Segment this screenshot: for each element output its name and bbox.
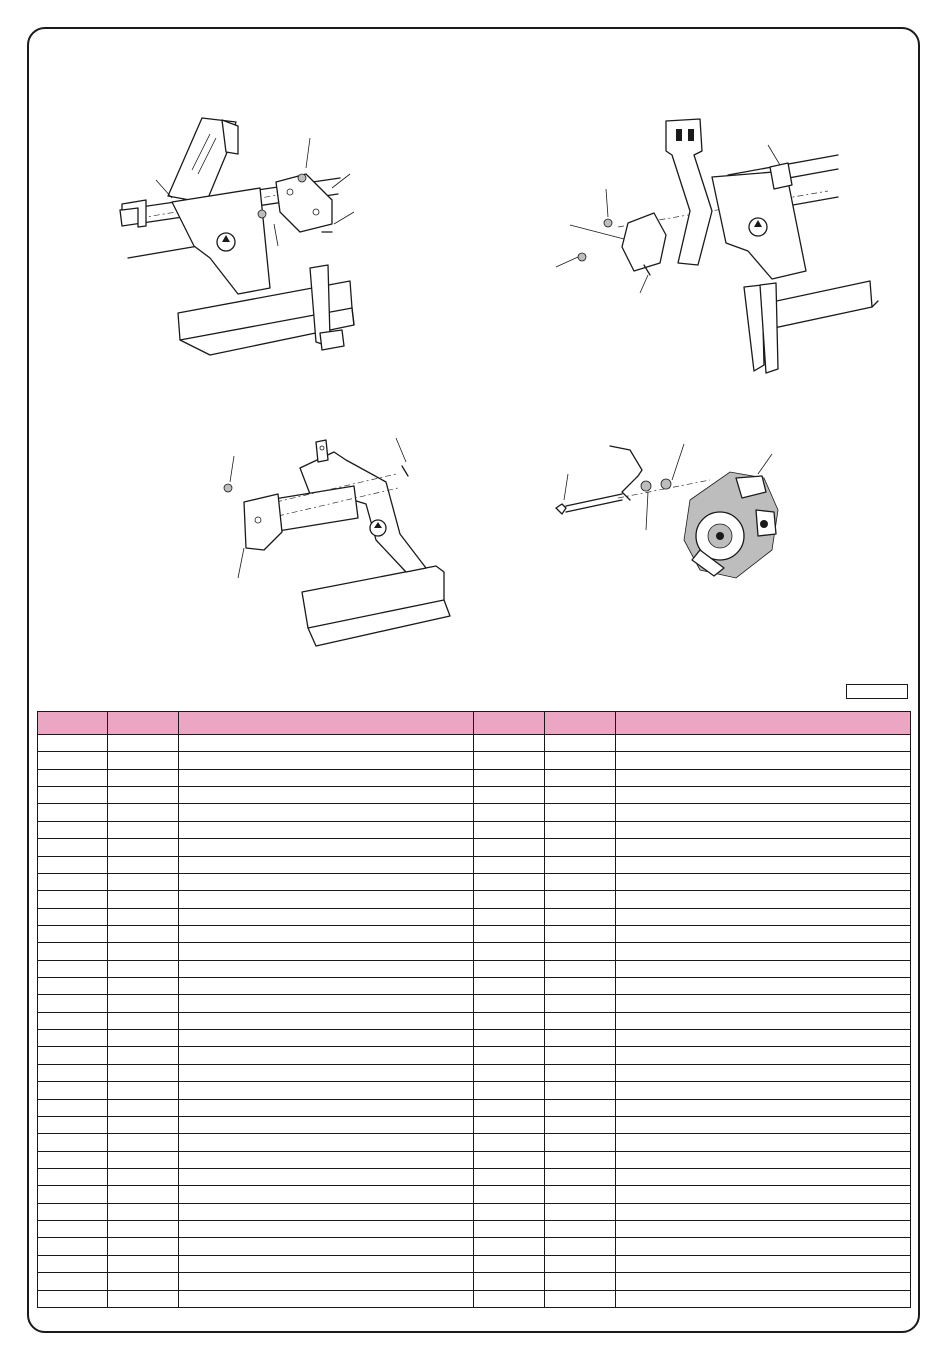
- table-cell: [616, 1116, 911, 1133]
- table-cell: [545, 856, 616, 873]
- table-cell: [38, 1255, 108, 1272]
- table-cell: [108, 856, 179, 873]
- table-cell: [474, 908, 545, 925]
- table-cell: [179, 1116, 474, 1133]
- table-cell: [545, 960, 616, 977]
- table-cell: [474, 1203, 545, 1220]
- table-cell: [38, 873, 108, 890]
- header-cell: [38, 712, 108, 735]
- table-cell: [474, 943, 545, 960]
- table-cell: [179, 1290, 474, 1308]
- table-cell: [474, 925, 545, 942]
- table-cell: [616, 960, 911, 977]
- table-cell: [108, 978, 179, 995]
- table-cell: [545, 1151, 616, 1168]
- table-cell: [179, 856, 474, 873]
- table-cell: [545, 1168, 616, 1185]
- table-cell: [545, 1082, 616, 1099]
- table-cell: [616, 1221, 911, 1238]
- table-cell: [38, 1290, 108, 1308]
- table-cell: [474, 787, 545, 804]
- table-cell: [108, 839, 179, 856]
- table-cell: [545, 873, 616, 890]
- table-row: [38, 943, 911, 960]
- table-row: [38, 1168, 911, 1185]
- table-cell: [38, 978, 108, 995]
- parts-table: [37, 711, 911, 1308]
- table-cell: [38, 1151, 108, 1168]
- table-cell: [179, 1151, 474, 1168]
- table-cell: [616, 943, 911, 960]
- table-cell: [474, 1290, 545, 1308]
- table-row: [38, 1186, 911, 1203]
- table-cell: [545, 769, 616, 786]
- table-cell: [179, 1099, 474, 1116]
- table-cell: [179, 1203, 474, 1220]
- table-cell: [108, 925, 179, 942]
- table-row: [38, 1099, 911, 1116]
- table-cell: [545, 1012, 616, 1029]
- table-cell: [38, 1012, 108, 1029]
- table-cell: [616, 908, 911, 925]
- table-cell: [108, 1238, 179, 1255]
- table-cell: [474, 1255, 545, 1272]
- table-cell: [616, 1151, 911, 1168]
- table-row: [38, 769, 911, 786]
- table-cell: [38, 1134, 108, 1151]
- table-row: [38, 891, 911, 908]
- table-cell: [38, 1221, 108, 1238]
- table-row: [38, 839, 911, 856]
- table-cell: [38, 1238, 108, 1255]
- table-cell: [545, 1186, 616, 1203]
- table-cell: [474, 1030, 545, 1047]
- table-cell: [179, 752, 474, 769]
- table-cell: [179, 804, 474, 821]
- table-cell: [474, 1099, 545, 1116]
- table-cell: [616, 1082, 911, 1099]
- table-cell: [179, 1186, 474, 1203]
- table-cell: [108, 769, 179, 786]
- table-cell: [545, 1099, 616, 1116]
- table-cell: [616, 1273, 911, 1290]
- table-cell: [108, 1064, 179, 1081]
- table-cell: [179, 995, 474, 1012]
- table-cell: [545, 1238, 616, 1255]
- table-cell: [616, 1238, 911, 1255]
- table-cell: [108, 891, 179, 908]
- header-cell: [474, 712, 545, 735]
- table-cell: [616, 1255, 911, 1272]
- table-cell: [474, 821, 545, 838]
- table-cell: [108, 960, 179, 977]
- table-cell: [616, 891, 911, 908]
- table-cell: [616, 1168, 911, 1185]
- table-cell: [474, 839, 545, 856]
- table-cell: [108, 1116, 179, 1133]
- table-cell: [108, 1134, 179, 1151]
- table-cell: [179, 769, 474, 786]
- table-cell: [474, 735, 545, 752]
- table-cell: [474, 752, 545, 769]
- table-cell: [108, 1221, 179, 1238]
- table-cell: [38, 1047, 108, 1064]
- table-row: [38, 856, 911, 873]
- table-cell: [474, 804, 545, 821]
- table-cell: [616, 735, 911, 752]
- table-header-row: [38, 712, 911, 735]
- table-cell: [108, 1151, 179, 1168]
- table-cell: [474, 891, 545, 908]
- table-cell: [616, 1134, 911, 1151]
- table-cell: [616, 1099, 911, 1116]
- table-cell: [38, 752, 108, 769]
- table-cell: [38, 821, 108, 838]
- table-cell: [108, 908, 179, 925]
- table-cell: [108, 752, 179, 769]
- table-cell: [38, 1082, 108, 1099]
- table-row: [38, 1134, 911, 1151]
- table-cell: [179, 1168, 474, 1185]
- diagram-bottom-right-motor: [550, 440, 800, 590]
- table-cell: [179, 1273, 474, 1290]
- table-cell: [108, 1168, 179, 1185]
- table-cell: [474, 1012, 545, 1029]
- table-cell: [474, 1116, 545, 1133]
- table-row: [38, 960, 911, 977]
- table-cell: [108, 787, 179, 804]
- table-cell: [545, 735, 616, 752]
- table-row: [38, 821, 911, 838]
- table-cell: [38, 787, 108, 804]
- table-row: [38, 995, 911, 1012]
- table-cell: [474, 978, 545, 995]
- table-cell: [616, 925, 911, 942]
- table-row: [38, 735, 911, 752]
- table-cell: [616, 1203, 911, 1220]
- table-cell: [38, 1064, 108, 1081]
- table-cell: [616, 804, 911, 821]
- table-cell: [616, 1186, 911, 1203]
- table-cell: [38, 925, 108, 942]
- table-cell: [616, 787, 911, 804]
- table-row: [38, 1116, 911, 1133]
- table-row: [38, 1064, 911, 1081]
- table-cell: [108, 804, 179, 821]
- table-cell: [108, 1273, 179, 1290]
- table-cell: [616, 1047, 911, 1064]
- table-cell: [179, 1064, 474, 1081]
- table-cell: [38, 960, 108, 977]
- table-cell: [108, 873, 179, 890]
- table-cell: [545, 1064, 616, 1081]
- table-cell: [38, 1186, 108, 1203]
- table-cell: [474, 1064, 545, 1081]
- table-cell: [545, 925, 616, 942]
- table-cell: [545, 1203, 616, 1220]
- table-row: [38, 787, 911, 804]
- diagram-top-left-bracket: [110, 108, 370, 363]
- table-cell: [474, 1168, 545, 1185]
- table-cell: [179, 978, 474, 995]
- table-cell: [179, 1238, 474, 1255]
- table-cell: [616, 839, 911, 856]
- diagram-top-right-bracket: [548, 115, 888, 380]
- table-cell: [38, 995, 108, 1012]
- table-cell: [38, 891, 108, 908]
- table-cell: [38, 1030, 108, 1047]
- table-cell: [38, 735, 108, 752]
- table-cell: [108, 735, 179, 752]
- table-row: [38, 925, 911, 942]
- table-cell: [38, 943, 108, 960]
- table-row: [38, 873, 911, 890]
- table-row: [38, 978, 911, 995]
- table-cell: [108, 1047, 179, 1064]
- table-row: [38, 1203, 911, 1220]
- table-cell: [179, 821, 474, 838]
- table-cell: [38, 1273, 108, 1290]
- table-cell: [616, 1064, 911, 1081]
- table-cell: [38, 908, 108, 925]
- table-cell: [474, 1082, 545, 1099]
- table-row: [38, 752, 911, 769]
- table-cell: [616, 1290, 911, 1308]
- table-cell: [108, 1290, 179, 1308]
- table-cell: [38, 804, 108, 821]
- table-cell: [108, 1012, 179, 1029]
- table-cell: [474, 1151, 545, 1168]
- table-cell: [474, 769, 545, 786]
- table-row: [38, 908, 911, 925]
- table-cell: [179, 908, 474, 925]
- table-cell: [179, 1221, 474, 1238]
- table-cell: [38, 856, 108, 873]
- table-cell: [545, 752, 616, 769]
- table-cell: [38, 769, 108, 786]
- table-cell: [179, 960, 474, 977]
- table-cell: [38, 1203, 108, 1220]
- table-cell: [545, 1030, 616, 1047]
- table-row: [38, 1012, 911, 1029]
- table-cell: [474, 1273, 545, 1290]
- table-cell: [108, 1030, 179, 1047]
- table-cell: [545, 995, 616, 1012]
- table-cell: [474, 1186, 545, 1203]
- table-cell: [545, 1255, 616, 1272]
- table-cell: [38, 1099, 108, 1116]
- table-cell: [179, 1047, 474, 1064]
- table-cell: [474, 960, 545, 977]
- table-cell: [545, 943, 616, 960]
- table-row: [38, 1255, 911, 1272]
- table-cell: [108, 943, 179, 960]
- table-cell: [616, 769, 911, 786]
- table-cell: [545, 1290, 616, 1308]
- table-cell: [38, 1116, 108, 1133]
- table-cell: [474, 1238, 545, 1255]
- table-cell: [616, 978, 911, 995]
- table-cell: [108, 995, 179, 1012]
- table-cell: [616, 752, 911, 769]
- table-cell: [179, 839, 474, 856]
- table-row: [38, 1047, 911, 1064]
- table-cell: [179, 1030, 474, 1047]
- table-cell: [545, 839, 616, 856]
- gearbox-motor-icon: [684, 454, 778, 578]
- table-cell: [545, 804, 616, 821]
- table-cell: [616, 856, 911, 873]
- table-cell: [108, 821, 179, 838]
- table-row: [38, 804, 911, 821]
- table-cell: [545, 908, 616, 925]
- table-cell: [545, 978, 616, 995]
- diagram-bottom-left-assembly: [216, 432, 466, 652]
- table-cell: [616, 1012, 911, 1029]
- table-cell: [179, 735, 474, 752]
- page-code-box: [846, 684, 908, 699]
- table-cell: [474, 873, 545, 890]
- table-row: [38, 1082, 911, 1099]
- table-cell: [545, 1221, 616, 1238]
- table-row: [38, 1030, 911, 1047]
- table-row: [38, 1238, 911, 1255]
- table-cell: [179, 943, 474, 960]
- table-row: [38, 1221, 911, 1238]
- table-cell: [38, 1168, 108, 1185]
- table-cell: [108, 1099, 179, 1116]
- table-cell: [474, 1134, 545, 1151]
- table-cell: [179, 787, 474, 804]
- table-cell: [179, 1134, 474, 1151]
- table-cell: [545, 891, 616, 908]
- table-cell: [179, 1082, 474, 1099]
- table-row: [38, 1273, 911, 1290]
- table-cell: [38, 839, 108, 856]
- table-row: [38, 1290, 911, 1308]
- table-cell: [179, 925, 474, 942]
- table-cell: [545, 1116, 616, 1133]
- table-cell: [616, 995, 911, 1012]
- table-cell: [545, 1273, 616, 1290]
- header-cell: [179, 712, 474, 735]
- table-cell: [545, 1047, 616, 1064]
- table-cell: [616, 873, 911, 890]
- table-cell: [616, 1030, 911, 1047]
- table-cell: [108, 1186, 179, 1203]
- table-row: [38, 1151, 911, 1168]
- table-cell: [545, 787, 616, 804]
- table-cell: [545, 1134, 616, 1151]
- table-cell: [474, 856, 545, 873]
- header-cell: [545, 712, 616, 735]
- table-cell: [474, 1047, 545, 1064]
- parts-table-body: [38, 735, 911, 1308]
- table-cell: [545, 821, 616, 838]
- table-cell: [108, 1082, 179, 1099]
- table-cell: [108, 1255, 179, 1272]
- table-cell: [474, 1221, 545, 1238]
- table-cell: [179, 1255, 474, 1272]
- header-cell: [108, 712, 179, 735]
- table-cell: [108, 1203, 179, 1220]
- table-cell: [474, 995, 545, 1012]
- table-cell: [179, 891, 474, 908]
- header-cell: [616, 712, 911, 735]
- table-cell: [179, 1012, 474, 1029]
- table-cell: [616, 821, 911, 838]
- table-cell: [179, 873, 474, 890]
